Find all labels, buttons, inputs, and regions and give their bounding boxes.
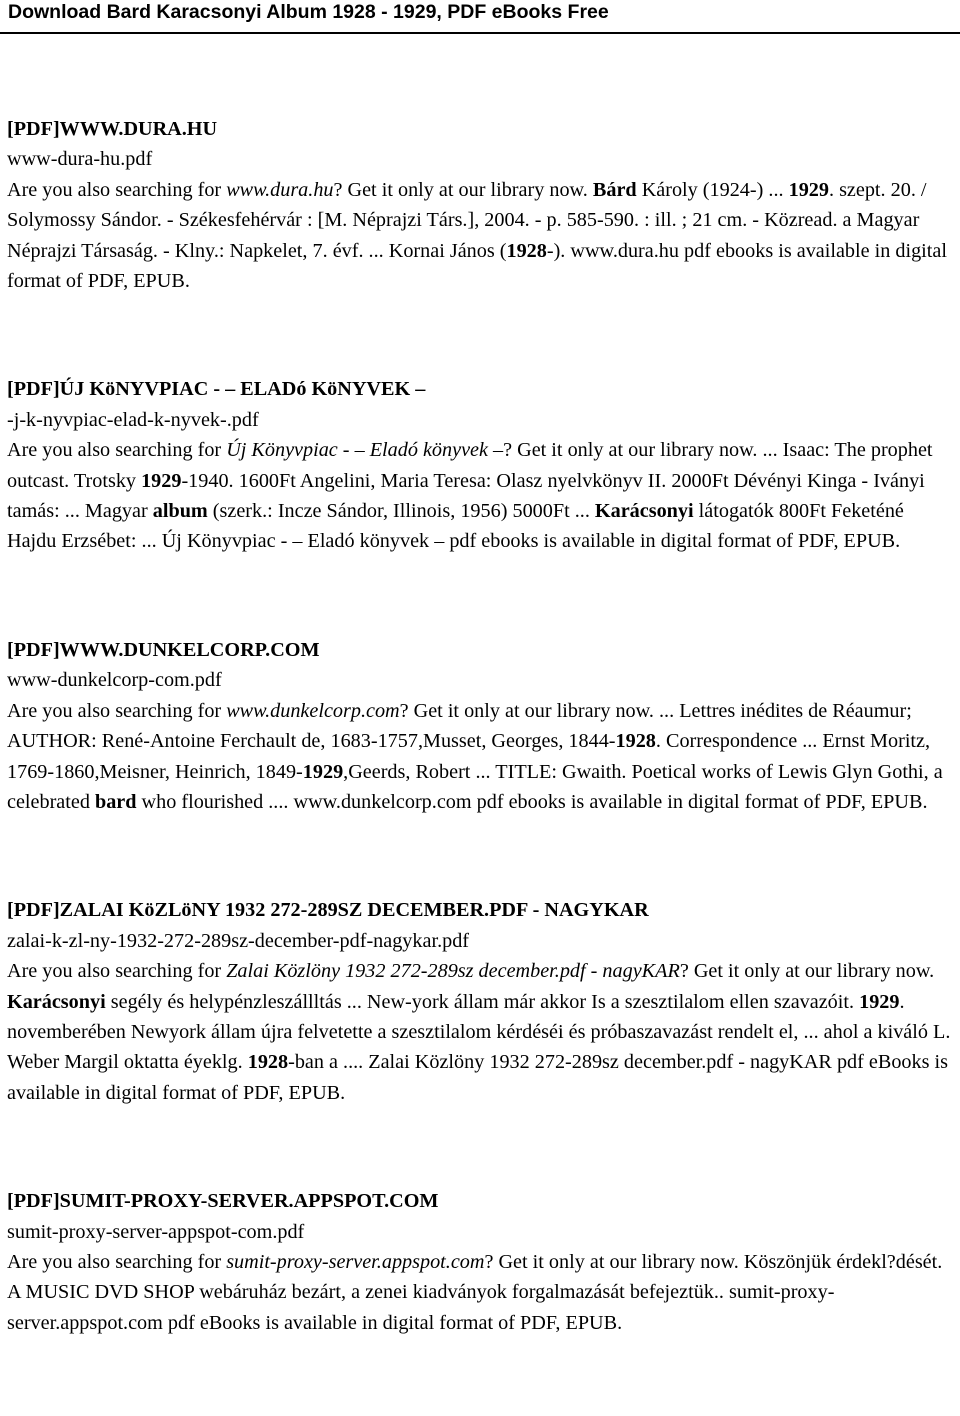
snippet-highlight: 1929 xyxy=(302,760,344,783)
results-list xyxy=(7,114,957,1416)
snippet-query: www.dunkelcorp.com xyxy=(226,699,400,722)
snippet-text: -1940. 1600Ft Angelini, Maria Teresa: Olasz nyelvkönyv II. 2000Ft Dévényi Kinga - Iványi tamás: ... Magyar xyxy=(7,469,925,523)
result-title[interactable]: [PDF]WWW.DUNKELCORP.COM xyxy=(7,638,320,661)
result-item xyxy=(7,895,957,1108)
page-title: Download Bard Karacsonyi Album 1928 - 1929, PDF eBooks Free xyxy=(8,1,609,23)
snippet-highlight: 1928 xyxy=(247,1051,289,1074)
result-snippet xyxy=(7,696,957,818)
snippet-text: ? Get it only at our library now. ... Isaac: The prophet outcast. Trotsky xyxy=(7,439,933,492)
snippet-text: ? Get it only at our library now. Köszönjük érdekl?dését. A MUSIC DVD SHOP webáruház bezárt, a zenei kiadványok forgalmazását befejeztük.. sumit-proxy-server.appspot.com pdf eBooks is available in digital format of PDF, EPUB. xyxy=(7,1250,943,1334)
page-header xyxy=(0,0,960,38)
snippet-highlight: Bárd xyxy=(592,178,637,201)
result-filename: sumit-proxy-server-appspot-com.pdf xyxy=(7,1220,305,1243)
result-item xyxy=(7,1186,957,1338)
snippet-text: Are you also searching for xyxy=(7,699,227,722)
result-item xyxy=(7,114,957,296)
snippet-text: ? Get it only at our library now. xyxy=(333,178,593,201)
snippet-highlight: 1929 xyxy=(788,178,829,201)
snippet-highlight: Karácsonyi xyxy=(7,990,106,1013)
snippet-text: -ban a .... Zalai Közlöny 1932 272-289sz december.pdf - nagyKAR pdf eBooks is available in digital format of PDF, EPUB. xyxy=(7,1051,948,1104)
snippet-text: Károly (1924-) ... xyxy=(636,178,789,201)
snippet-text: Are you also searching for xyxy=(7,960,227,983)
result-filename: -j-k-nyvpiac-elad-k-nyvek-.pdf xyxy=(7,408,259,431)
snippet-text: ? Get it only at our library now. ... Lettres inédites de Réaumur; AUTHOR: René-Antoine Ferchault de, 1683-1757,Musset, Georges, 1844- xyxy=(7,699,912,753)
result-item xyxy=(7,635,957,817)
result-title[interactable]: [PDF]ÚJ KöNYVPIAC - – ELADó KöNYVEK – xyxy=(7,378,426,401)
snippet-text: ? Get it only at our library now. xyxy=(679,960,935,983)
snippet-text: . novemberében Newyork állam újra felvetette a szesztilalom kérdéséi és próbaszavazást rendelt el, ... ahol a kiváló L. Weber Margil oktatta éyeklg. xyxy=(7,990,951,1074)
snippet-text: . Correspondence ... Ernst Moritz, 1769-1860,Meisner, Heinrich, 1849- xyxy=(7,730,931,783)
snippet-query: sumit-proxy-server.appspot.com xyxy=(226,1250,485,1273)
snippet-text: who flourished .... www.dunkelcorp.com pdf ebooks is available in digital format of PDF, EPUB. xyxy=(136,790,928,813)
result-filename: www-dunkelcorp-com.pdf xyxy=(7,669,222,692)
result-title[interactable]: [PDF]SUMIT-PROXY-SERVER.APPSPOT.COM xyxy=(7,1190,439,1213)
snippet-text: (szerk.: Incze Sándor, Illinois, 1956) 5000Ft ... xyxy=(207,500,595,523)
header-divider xyxy=(0,32,960,34)
snippet-highlight: 1928 xyxy=(615,730,656,753)
result-filename: www-dura-hu.pdf xyxy=(7,148,153,171)
result-title[interactable]: [PDF]ZALAI KöZLöNY 1932 272-289SZ DECEMBER.PDF - NAGYKAR xyxy=(7,899,649,922)
result-filename: zalai-k-zl-ny-1932-272-289sz-december-pdf-nagykar.pdf xyxy=(7,929,470,952)
result-title[interactable]: [PDF]WWW.DURA.HU xyxy=(7,118,218,140)
snippet-text: segély és helypénzleszállltás ... New-york állam már akkor Is a szesztilalom ellen szavazóit. xyxy=(105,990,860,1013)
snippet-highlight: album xyxy=(152,500,208,523)
snippet-text: . szept. 20. / Solymossy Sándor. - Székesfehérvár : [M. Néprajzi Társ.], 2004. - p. 585-590. : ill. ; 21 cm. - Közread. a Magyar Néprajzi Társaság. - Klny.: Napkelet, 7. évf. ... Kornai János ( xyxy=(7,178,927,262)
snippet-highlight: 1928 xyxy=(506,239,547,262)
snippet-text: Are you also searching for xyxy=(7,1250,227,1273)
snippet-query: Új Könyvpiac - – Eladó könyvek – xyxy=(226,439,504,462)
snippet-query: Zalai Közlöny 1932 272-289sz december.pdf - nagyKAR xyxy=(226,960,680,983)
snippet-text: -). www.dura.hu pdf ebooks is available in digital format of PDF, EPUB. xyxy=(7,239,947,293)
result-snippet xyxy=(7,1247,957,1338)
snippet-highlight: 1929 xyxy=(141,469,182,492)
snippet-highlight: 1929 xyxy=(859,990,900,1013)
snippet-highlight: bard xyxy=(94,790,137,813)
snippet-text: Are you also searching for xyxy=(7,178,227,201)
snippet-text: Are you also searching for xyxy=(7,439,227,462)
result-item xyxy=(7,374,957,556)
snippet-text: ,Geerds, Robert ... TITLE: Gwaith. Poetical works of Lewis Glyn Gothi, a celebrated xyxy=(7,760,943,813)
snippet-text: látogatók 800Ft Feketéné Hajdu Erzsébet: ... Új Könyvpiac - – Eladó könyvek – pdf ebooks is available in digital format of PDF, EPUB. xyxy=(7,500,904,553)
result-snippet xyxy=(7,435,957,557)
result-snippet xyxy=(7,956,957,1108)
snippet-query: www.dura.hu xyxy=(226,178,334,201)
snippet-highlight: Karácsonyi xyxy=(594,500,694,523)
result-snippet xyxy=(7,175,957,297)
